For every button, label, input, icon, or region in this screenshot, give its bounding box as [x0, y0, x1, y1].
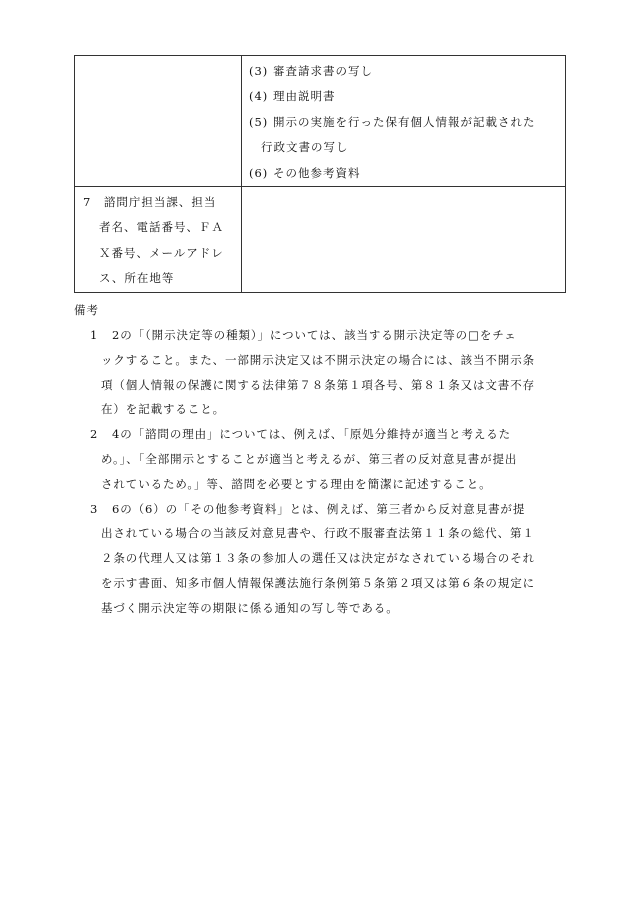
table-row [75, 187, 566, 293]
label-line: ス、所在地等 [99, 271, 175, 286]
note-text: 4の「諮問の理由」については、例えば、「原処分維持が適当と考えるた [112, 427, 512, 442]
note-text: 在）を記載すること。 [101, 402, 225, 417]
note-text: を示す書面、知多市個人情報保護法施行条例第５条第２項又は第６条の規定に [101, 575, 535, 590]
note-number: 1 [90, 328, 99, 342]
list-item: (6) その他参考資料 [249, 165, 361, 180]
table-row [75, 56, 566, 187]
note-item [74, 323, 594, 422]
contact-label [75, 187, 241, 292]
note-text: ２条の代理人又は第１３条の参加人の選任又は決定がなされている場合のそれ [101, 551, 535, 566]
note-text: 項（個人情報の保護に関する法律第７８条第１項各号、第８１条又は文書不存 [101, 377, 535, 392]
table-cell-empty [75, 56, 242, 187]
note-text: 6の（6）の「その他参考資料」とは、例えば、第三者から反対意見書が提 [112, 501, 526, 516]
form-table [74, 55, 566, 293]
table-cell-documents [242, 56, 566, 187]
list-item: (5) 開示の実施を行った保有個人情報が記載された [249, 114, 536, 129]
notes-heading: 備考 [74, 303, 99, 317]
list-item: (3) 審査請求書の写し [249, 64, 373, 78]
note-text: ックすること。また、一部開示決定又は不開示決定の場合には、該当不開示条 [101, 352, 535, 367]
note-text: 出されている場合の当該反対意見書や、行政不服審査法第１１条の総代、第１ [101, 526, 535, 541]
label-line: Ｘ番号、メールアドレ [99, 245, 224, 260]
note-item [74, 497, 594, 621]
list-item: (4) 理由説明書 [249, 89, 336, 104]
note-text: 2の「（開示決定等の種類）」については、該当する開示決定等の□をチェ [112, 328, 517, 342]
table-cell-contact-value [242, 187, 566, 293]
note-text: め。」、「全部開示とすることが適当と考えるが、第三者の反対意見書が提出 [101, 451, 518, 466]
label-line: 者名、電話番号、ＦＡ [99, 220, 224, 235]
note-number: 3 [90, 501, 99, 516]
notes-section [74, 298, 594, 621]
label-line: 7 諮問庁担当課、担当 [83, 195, 217, 209]
note-item [74, 422, 594, 496]
note-text: されているため。」等、諮問を必要とする理由を簡潔に記述すること。 [101, 476, 492, 491]
document-list [242, 59, 565, 186]
list-item: 行政文書の写し [261, 140, 349, 155]
note-text: 基づく開示決定等の期限に係る通知の写し等である。 [101, 600, 399, 615]
note-number: 2 [90, 427, 99, 442]
table-cell-contact-label [75, 187, 242, 293]
